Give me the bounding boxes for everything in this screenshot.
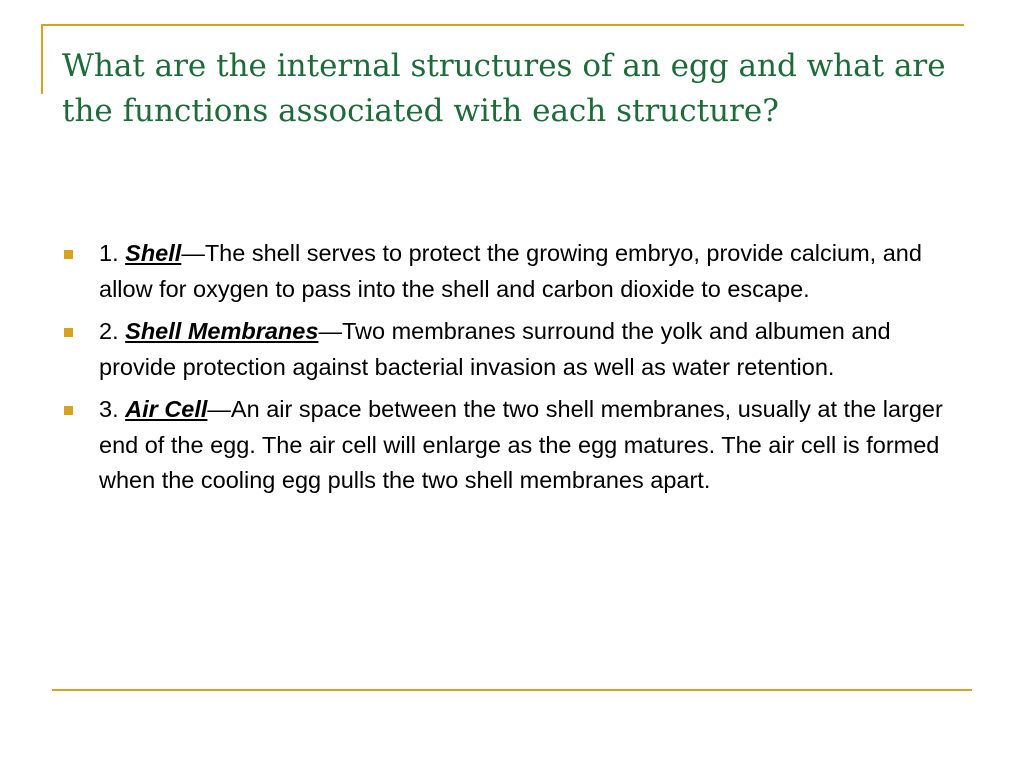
square-bullet-icon	[64, 328, 73, 337]
bullet-dash: —	[207, 396, 231, 422]
bullet-number: 2.	[99, 318, 126, 344]
bullet-item-shell-membranes	[62, 314, 967, 385]
bullet-number: 3.	[99, 396, 126, 422]
bullet-item-shell	[62, 236, 967, 307]
bullet-list	[62, 236, 967, 506]
bullet-dash: —	[181, 240, 205, 266]
bullet-dash: —	[318, 318, 342, 344]
bullet-item-air-cell	[62, 392, 967, 499]
bullet-term: Shell Membranes	[125, 318, 319, 344]
bullet-term: Air Cell	[125, 396, 208, 422]
bullet-text: The shell serves to protect the growing embryo, provide calcium, and allow for oxygen to pass into the shell and carbon dioxide to escape.	[99, 240, 922, 302]
bullet-term: Shell	[125, 240, 182, 266]
bullet-text: Two membranes surround the yolk and albumen and provide protection against bacterial invasion as well as water retention.	[99, 318, 891, 380]
bullet-number: 1.	[99, 240, 126, 266]
square-bullet-icon	[64, 406, 73, 415]
footer-rule	[52, 689, 972, 691]
bullet-text: An air space between the two shell membranes, usually at the larger end of the egg. The air cell will enlarge as the egg matures. The air cell is formed when the cooling egg pulls the two shell membranes apart.	[99, 396, 943, 493]
square-bullet-icon	[64, 250, 73, 259]
title-frame-left-rule	[41, 24, 43, 94]
slide-title: What are the internal structures of an egg and what are the functions associated with each structure?	[62, 48, 946, 129]
title-frame-top-rule	[41, 24, 964, 26]
